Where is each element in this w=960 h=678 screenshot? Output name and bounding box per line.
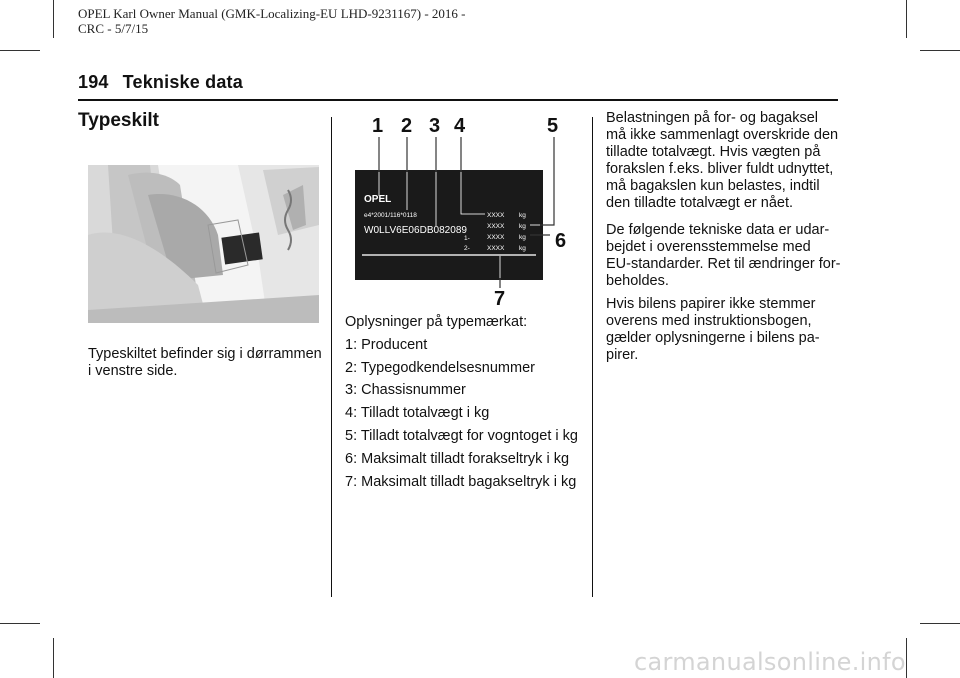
running-header-line1: OPEL Karl Owner Manual (GMK-Localizing-EU LHD-9231167) - 2016 - (78, 6, 466, 21)
list-item: 5: Tilladt totalvægt for vogntoget i kg (345, 427, 578, 444)
plate-vin: W0LLV6E06DB082089 (364, 225, 468, 236)
watermark: carmanualsonline.info (634, 648, 906, 676)
running-header (78, 6, 466, 36)
type-plate-diagram (350, 110, 590, 310)
list-intro: Oplysninger på typemærkat: (345, 314, 528, 330)
list-item: 1: Producent (345, 336, 428, 353)
crop-mark-tr-v (906, 0, 907, 38)
para2-line: beholdes. (606, 273, 669, 289)
para1-line: tilladte totalvægt. Hvis vægten på (606, 144, 821, 160)
chapter-title: Tekniske data (122, 72, 243, 92)
callout-2: 2 (401, 115, 413, 137)
callout-3: 3 (429, 115, 441, 137)
para2-line: EU-standarder. Ret til ændringer for- (606, 256, 841, 272)
crop-mark-tl-h (0, 50, 40, 51)
callout-1: 1 (372, 115, 384, 137)
para3-line: Hvis bilens papirer ikke stemmer (606, 296, 816, 312)
callout-7: 7 (494, 288, 506, 310)
plate-weight-2: XXXX (487, 223, 505, 230)
para3-line: overens med instruktionsbogen, (606, 313, 812, 329)
title-rule (78, 99, 838, 101)
plate-legend-list (345, 314, 578, 496)
crop-mark-tr-h (920, 50, 960, 51)
list-item: 7: Maksimalt tilladt bagakseltryk i kg (345, 473, 577, 490)
para1-line: må ikke sammenlagt overskride den (606, 127, 839, 143)
crop-mark-bl-v (53, 638, 54, 678)
page-title (78, 72, 243, 93)
crop-mark-tl-v (53, 0, 54, 38)
door-frame-photo (88, 165, 319, 323)
right-paragraph-3 (606, 296, 820, 364)
plate-unit-4: kg (519, 245, 526, 252)
para2-line: De følgende tekniske data er udar- (606, 222, 830, 238)
left-paragraph-line-2: i venstre side. (88, 363, 178, 379)
para1-line: Belastningen på for- og bagaksel (606, 110, 819, 126)
callout-6: 6 (555, 230, 567, 252)
left-paragraph (88, 346, 322, 380)
plate-weight-1: XXXX (487, 212, 505, 219)
para1-line: må bagakslen kun belastes, indtil (606, 178, 820, 194)
callout-5: 5 (547, 115, 559, 137)
plate-row-prefix-2: 2- (464, 245, 470, 252)
column-divider-1 (331, 117, 332, 597)
plate-unit-2: kg (519, 223, 526, 230)
plate-unit-1: kg (519, 212, 526, 219)
plate-row-prefix-1: 1- (464, 235, 470, 242)
running-header-line2: CRC - 5/7/15 (78, 21, 149, 36)
plate-weight-3: XXXX (487, 234, 505, 241)
plate-weight-4: XXXX (487, 245, 505, 252)
list-item: 3: Chassisnummer (345, 382, 466, 399)
para3-line: gælder oplysningerne i bilens pa- (606, 330, 820, 346)
right-paragraph-2 (606, 222, 841, 290)
plate-brand: OPEL (364, 194, 392, 205)
callout-4: 4 (454, 115, 466, 137)
para1-line: den tilladte totalvægt er nået. (606, 195, 794, 211)
para1-line: forakslen f.eks. bliver fuldt udnyttet, (606, 161, 834, 177)
crop-mark-br-h (920, 623, 960, 624)
list-item: 6: Maksimalt tilladt forakseltryk i kg (345, 450, 570, 467)
para3-line: pirer. (606, 347, 639, 363)
para2-line: bejdet i overensstemmelse med (606, 239, 811, 255)
section-heading: Typeskilt (78, 110, 159, 131)
list-item: 2: Typegodkendelsesnummer (345, 359, 535, 376)
crop-mark-bl-h (0, 623, 40, 624)
list-item: 4: Tilladt totalvægt i kg (345, 405, 490, 422)
left-paragraph-line-1: Typeskiltet befinder sig i dørrammen (88, 346, 322, 362)
column-divider-2 (592, 117, 593, 597)
crop-mark-br-v (906, 638, 907, 678)
right-paragraph-1 (606, 110, 838, 212)
page-number: 194 (78, 72, 109, 92)
plate-approval: e4*2001/116*0118 (364, 212, 417, 219)
plate-unit-3: kg (519, 234, 526, 241)
